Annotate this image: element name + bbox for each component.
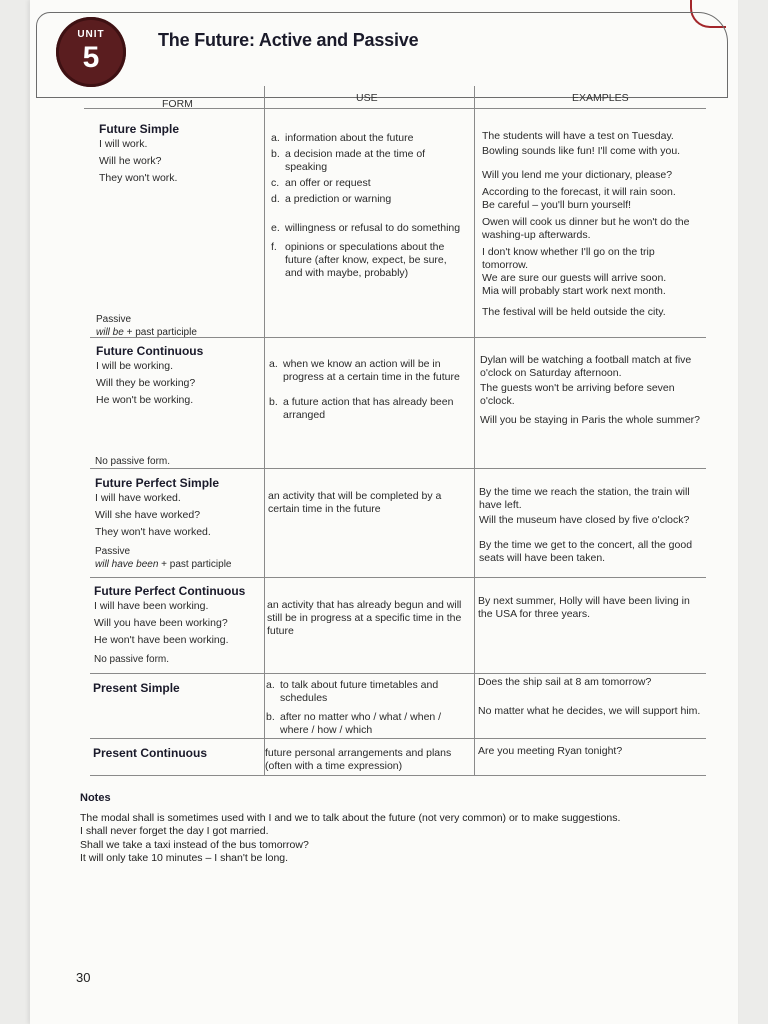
use-item: [269, 358, 467, 384]
page-number: 30: [76, 970, 91, 985]
unit-label: UNIT: [77, 29, 105, 40]
example-sentence: Are you meeting Ryan tonight?: [478, 745, 623, 757]
passive-label: Passive: [96, 314, 132, 325]
examples-cell-present-continuous: [478, 745, 703, 760]
notes-line: I shall never forget the day I got married.: [80, 825, 269, 837]
use-item: [266, 679, 468, 705]
use-text: an activity that will be completed by a certain time in the future: [268, 490, 442, 515]
use-item: [271, 222, 467, 235]
use-text: after no matter who / what / when / where / how / which: [280, 711, 442, 736]
header-use: USE: [356, 92, 378, 104]
example-sentence: We are sure our guests will arrive soon.: [482, 272, 667, 284]
passive-note: [96, 313, 261, 339]
header-form: FORM: [162, 98, 193, 110]
example-sentence: I don't know whether I'll go on the trip tomorrow.: [482, 246, 655, 271]
use-letter: a.: [269, 358, 278, 370]
use-cell-present-simple: [266, 679, 468, 740]
use-letter: d.: [271, 193, 280, 205]
example-sentence: The guests won't be arriving before seven o'clock.: [480, 382, 675, 407]
use-item: [271, 132, 467, 145]
passive-rest: + past participle: [123, 327, 197, 338]
use-letter: c.: [271, 177, 280, 189]
form-cell-future-continuous: [96, 345, 261, 411]
passive-note: [95, 455, 260, 468]
examples-cell-present-simple: [478, 676, 703, 720]
passive-form: [95, 558, 260, 571]
use-item: [271, 177, 467, 190]
example-sentence: Will you lend me your dictionary, please?: [482, 169, 673, 181]
example-sentence: By the time we reach the station, the train will have left.: [479, 486, 690, 511]
passive-rest: + past participle: [158, 559, 232, 570]
form-cell-present-simple: [93, 682, 261, 697]
form-example: I will have worked.: [95, 492, 181, 504]
form-example: They won't have worked.: [95, 526, 211, 538]
notes-title: Notes: [80, 792, 111, 804]
form-example: Will you have been working?: [94, 617, 228, 629]
use-text: a decision made at the time of speaking: [285, 148, 426, 173]
example-sentence: By the time we get to the concert, all the good seats will have been taken.: [479, 539, 693, 564]
use-text: a future action that has already been arranged: [283, 396, 454, 421]
use-letter: a.: [266, 679, 275, 691]
form-example: He won't have been working.: [94, 634, 229, 646]
use-cell-future-perfect-simple: [268, 490, 468, 516]
use-letter: a.: [271, 132, 280, 144]
grammar-table: [84, 86, 706, 776]
passive-aux: will have been: [95, 559, 159, 570]
use-item: [266, 711, 468, 737]
use-text: to talk about future timetables and schedules: [280, 679, 439, 704]
use-text: future personal arrangements and plans (often with a time expression): [265, 747, 452, 772]
tense-title: Present Continuous: [93, 746, 208, 760]
use-item: [269, 396, 467, 422]
example-sentence: Be careful – you'll burn yourself!: [482, 199, 632, 211]
use-cell-present-continuous: [265, 747, 467, 773]
form-example: Will she have worked?: [95, 509, 201, 521]
example-sentence: The students will have a test on Tuesday.: [482, 130, 674, 142]
use-cell-future-simple: [271, 132, 467, 283]
tense-title: Future Simple: [99, 122, 180, 136]
use-letter: f.: [271, 241, 277, 253]
form-example: I will have been working.: [94, 600, 209, 612]
use-letter: b.: [269, 396, 278, 408]
use-text: willingness or refusal to do something: [285, 222, 461, 234]
notes-line: The modal shall is sometimes used with I and we to talk about the future (not very common) or to make suggestions.: [80, 811, 621, 824]
example-sentence: Dylan will be watching a football match at five o'clock on Saturday afternoon.: [480, 354, 692, 379]
no-passive: No passive form.: [94, 654, 170, 665]
use-text: when we know an action will be in progress at a certain time in the future: [283, 358, 460, 383]
form-example: They won't work.: [99, 172, 178, 184]
use-text: an activity that has already begun and will still be in progress at a specific time in the future: [267, 599, 462, 637]
tense-title: Future Continuous: [96, 344, 204, 358]
tense-title: Future Perfect Simple: [95, 476, 220, 490]
row-divider: [90, 577, 706, 578]
tense-title: Future Perfect Continuous: [94, 584, 246, 598]
examples-cell-future-simple: [482, 130, 702, 321]
example-sentence: Will you be staying in Paris the whole summer?: [480, 414, 701, 426]
notes-line: Shall we take a taxi instead of the bus tomorrow?: [80, 838, 309, 851]
examples-cell-future-perfect-simple: [479, 486, 704, 567]
form-example: He won't be working.: [96, 394, 194, 406]
example-sentence: Mia will probably start work next month.: [482, 285, 666, 297]
example-sentence: Will the museum have closed by five o'clock?: [479, 514, 690, 526]
header-examples: EXAMPLES: [572, 92, 629, 104]
example-sentence: By next summer, Holly will have been living in the USA for three years.: [478, 595, 690, 620]
use-cell-future-perfect-continuous: [267, 599, 469, 638]
passive-label: Passive: [95, 546, 131, 557]
example-sentence: According to the forecast, it will rain soon.: [482, 186, 676, 198]
notes-line: It will only take 10 minutes – I shan't be long.: [80, 852, 289, 864]
passive-aux: will be: [96, 327, 124, 338]
form-cell-future-perfect-continuous: [94, 585, 262, 666]
examples-cell-future-continuous: [480, 354, 700, 429]
examples-cell-future-perfect-continuous: [478, 595, 703, 623]
use-letter: b.: [266, 711, 275, 723]
example-sentence: Bowling sounds like fun! I'll come with you.: [482, 145, 681, 157]
form-cell-future-perfect-simple: [95, 477, 260, 571]
passive-form: [96, 326, 261, 339]
form-example: Will they be working?: [96, 377, 196, 389]
row-divider: [90, 468, 706, 469]
table-bottom: [90, 775, 706, 776]
unit-number: 5: [82, 41, 100, 74]
use-item: [271, 193, 467, 206]
row-divider: [90, 673, 706, 674]
example-sentence: Does the ship sail at 8 am tomorrow?: [478, 676, 652, 688]
use-text: information about the future: [285, 132, 414, 144]
form-example: I will be working.: [96, 360, 174, 372]
form-cell-future-simple: [99, 123, 259, 189]
use-text: a prediction or warning: [285, 193, 392, 205]
use-cell-future-continuous: [269, 358, 467, 425]
passive-note: [95, 545, 260, 571]
use-letter: b.: [271, 148, 280, 160]
tense-title: Present Simple: [93, 681, 180, 695]
use-letter: e.: [271, 222, 280, 234]
use-text: opinions or speculations about the future (after know, expect, be sure, and with maybe, probably): [285, 241, 447, 279]
use-text: an offer or request: [285, 177, 371, 189]
notes-section: [80, 792, 720, 866]
form-example: Will he work?: [99, 155, 162, 167]
page-title: The Future: Active and Passive: [158, 30, 419, 50]
example-sentence: The festival will be held outside the city.: [482, 306, 666, 318]
use-item: [271, 241, 467, 280]
form-example: I will work.: [99, 138, 148, 150]
form-cell-present-continuous: [93, 747, 261, 762]
unit-badge: [56, 17, 126, 87]
example-sentence: Owen will cook us dinner but he won't do the washing-up afterwards.: [482, 216, 690, 241]
no-passive: No passive form.: [95, 456, 171, 467]
use-item: [271, 148, 467, 174]
example-sentence: No matter what he decides, we will support him.: [478, 705, 701, 717]
